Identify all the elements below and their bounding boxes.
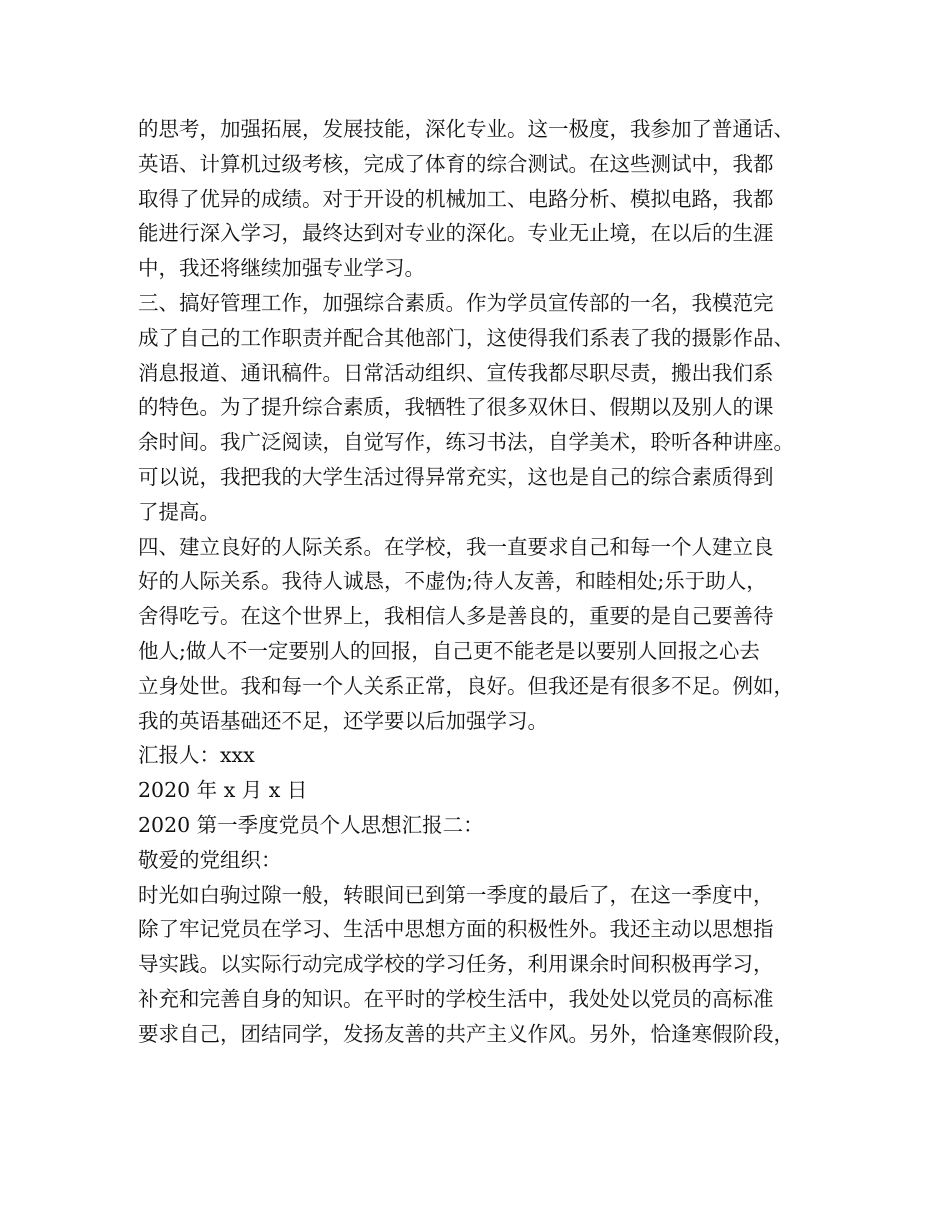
text-line: 的特色。为了提升综合素质，我牺牲了很多双休日、假期以及别人的课	[138, 395, 774, 420]
text-line: 的思考，加强拓展，发展技能，深化专业。这一极度，我参加了普通话、	[138, 117, 794, 141]
text-line: 除了牢记党员在学习、生活中思想方面的积极性外。我还主动以思想指	[138, 917, 774, 942]
text-line: 时光如白驹过隙一般，转眼间已到第一季度的最后了，在这一季度中，	[138, 882, 774, 907]
text-line: 补充和完善自身的知识。在平时的学校生活中，我处处以党员的高标准	[138, 986, 774, 1011]
text-line: 舍得吃亏。在这个世界上，我相信人多是善良的，重要的是自己要善待	[138, 604, 774, 629]
document-body	[138, 112, 838, 1052]
text-line: 立身处世。我和每一个人关系正常，良好。但我还是有很多不足。例如，	[138, 673, 794, 698]
text-line: 我的英语基础还不足，还学要以后加强学习。	[138, 708, 548, 733]
text-line: 消息报道、通讯稿件。日常活动组织、宣传我都尽职尽责，搬出我们系	[138, 360, 774, 385]
reporter-line: 汇报人：xxx	[138, 743, 255, 768]
text-line: 取得了优异的成绩。对于开设的机械加工、电路分析、模拟电路，我都	[138, 186, 774, 211]
text-line: 可以说，我把我的大学生活过得异常充实，这也是自己的综合素质得到	[138, 464, 774, 489]
date-line: 2020 年 x 月 x 日	[138, 778, 308, 803]
text-line: 英语、计算机过级考核，完成了体育的综合测试。在这些测试中，我都	[138, 151, 774, 176]
text-line: 要求自己，团结同学，发扬友善的共产主义作风。另外，恰逢寒假阶段，	[138, 1021, 794, 1046]
text-line: 了提高。	[138, 499, 220, 524]
text-line: 中，我还将继续加强专业学习。	[138, 256, 425, 281]
section-title: 2020 第一季度党员个人思想汇报二：	[138, 812, 484, 837]
salutation: 敬爱的党组织：	[138, 847, 282, 872]
text-line: 余时间。我广泛阅读，自觉写作，练习书法，自学美术，聆听各种讲座。	[138, 430, 794, 455]
text-line: 好的人际关系。我待人诚恳，不虚伪;待人友善，和睦相处;乐于助人，	[138, 569, 767, 594]
text-line: 能进行深入学习，最终达到对专业的深化。专业无止境，在以后的生涯	[138, 221, 774, 246]
text-line: 成了自己的工作职责并配合其他部门，这使得我们系表了我的摄影作品、	[138, 325, 794, 350]
text-line: 三、搞好管理工作，加强综合素质。作为学员宣传部的一名，我模范完	[138, 290, 774, 315]
text-line: 他人;做人不一定要别人的回报，自己更不能老是以要别人回报之心去	[138, 638, 760, 663]
text-line: 导实践。以实际行动完成学校的学习任务，利用课余时间积极再学习，	[138, 952, 774, 977]
text-line: 四、建立良好的人际关系。在学校，我一直要求自己和每一个人建立良	[138, 534, 774, 559]
